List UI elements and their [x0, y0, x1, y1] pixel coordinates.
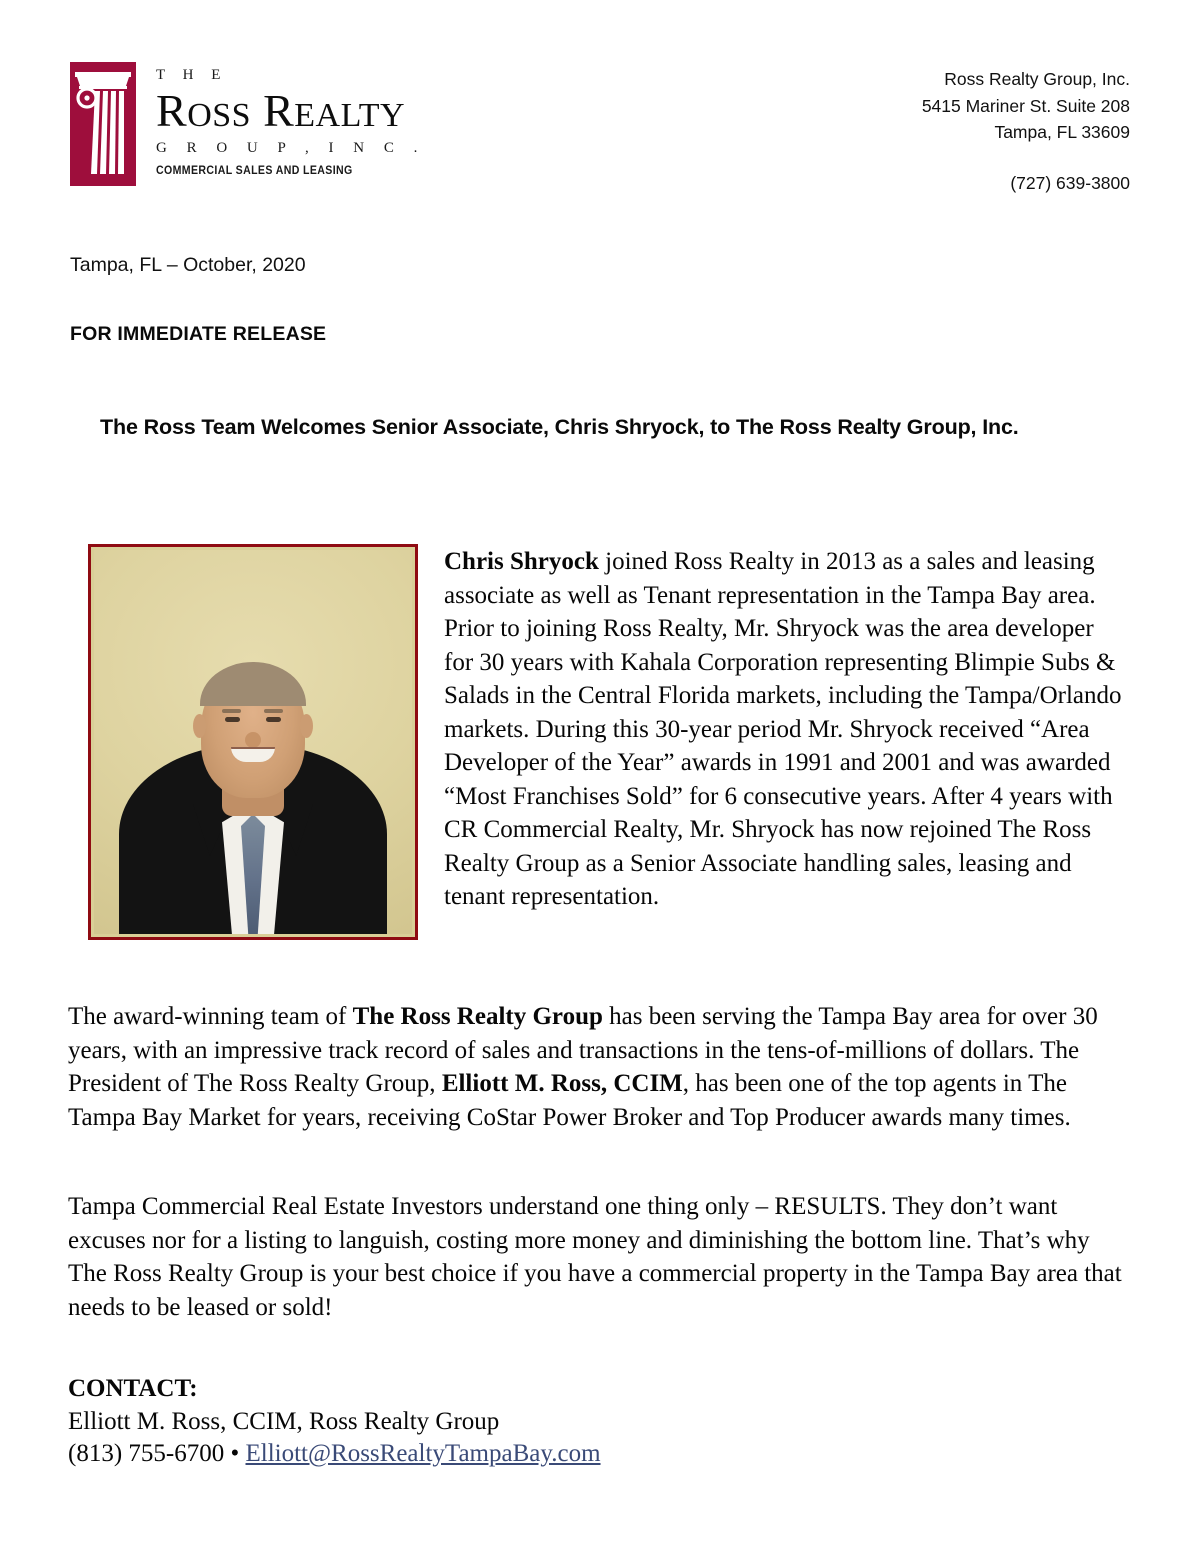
portrait-brow-left	[222, 709, 241, 713]
page-title: The Ross Team Welcomes Senior Associate, Chris Shryock, to The Ross Realty Group, Inc.	[100, 415, 1019, 439]
logo-group-inc-text: G R O U P , I N C .	[156, 139, 426, 156]
logo-oss: OSS	[187, 97, 252, 134]
portrait-ear-right	[300, 714, 313, 738]
bio-lead-name: Chris Shryock	[444, 548, 599, 575]
results-paragraph: Tampa Commercial Real Estate Investors understand one thing only – RESULTS. They don’t want excuses nor for a listing to languish, costing more money and diminishing the bottom line. That’s why The Ross Realty Group is your best choice if you have a commercial property in the Tampa Bay area that needs to be leased or sold!	[68, 1193, 1122, 1321]
company-address-block	[922, 66, 1130, 196]
portrait-ear-left	[193, 714, 206, 738]
p2-part1: The award-winning team of	[68, 1003, 353, 1030]
contact-phone-email-line	[68, 1438, 601, 1471]
immediate-release-notice: FOR IMMEDIATE RELEASE	[70, 323, 327, 345]
address-company-name: Ross Realty Group, Inc.	[944, 69, 1130, 89]
document-header	[0, 0, 1200, 215]
logo-wordmark	[156, 62, 425, 177]
address-city-state-zip: Tampa, FL 33609	[994, 122, 1130, 143]
contact-label: CONTACT:	[68, 1375, 198, 1402]
address-phone: (727) 639-3800	[1010, 172, 1130, 193]
logo-the-text: T H E	[156, 67, 228, 83]
p2-part2: has been serving the Tampa Bay area for over 30 years, with an impressive track record of sales and transactions in the tens-of-millions of dollars. The President of The Ross Realty Group,	[68, 1003, 1098, 1097]
chris-shryock-headshot-photo	[88, 544, 418, 940]
contact-phone: (813) 755-6700	[68, 1440, 225, 1467]
logo-r2: R	[263, 85, 295, 136]
p2-bold-president: Elliott M. Ross, CCIM	[441, 1070, 683, 1097]
address-street: 5415 Mariner St. Suite 208	[921, 95, 1130, 116]
portrait-eye-left	[225, 717, 240, 722]
logo-company-name	[156, 85, 425, 136]
greek-column-logo-icon	[70, 62, 136, 186]
bio-paragraph	[444, 545, 1124, 914]
portrait-hair	[200, 662, 306, 706]
address-spacer	[922, 146, 1130, 170]
contact-block	[68, 1373, 601, 1471]
company-logo	[70, 62, 425, 186]
p2-part3: , has been one of the top agents in The Tampa Bay Market for years, receiving CoStar Power Broker and Top Producer awards many times.	[68, 1070, 1071, 1131]
company-overview-paragraph	[68, 1000, 1132, 1134]
headshot-image	[94, 550, 412, 934]
contact-email-link[interactable]: Elliott@RossRealtyTampaBay.com	[245, 1440, 601, 1467]
contact-separator: •	[224, 1440, 246, 1467]
contact-name: Elliott M. Ross, CCIM, Ross Realty Group	[68, 1407, 500, 1435]
logo-tagline: COMMERCIAL SALES AND LEASING	[156, 164, 353, 177]
logo-ealty: EALTY	[294, 97, 406, 134]
portrait-nose	[245, 732, 261, 748]
logo-r1: R	[156, 85, 188, 136]
dateline: Tampa, FL – October, 2020	[70, 254, 306, 276]
p2-bold-company: The Ross Realty Group	[352, 1003, 603, 1030]
portrait-eye-right	[266, 717, 281, 722]
portrait-brow-right	[264, 709, 283, 713]
bio-paragraph-text: joined Ross Realty in 2013 as a sales and leasing associate as well as Tenant representation in the Tampa Bay area. Prior to joining Ross Realty, Mr. Shryock was the area developer for 30 years with Kahala Corporation representing Blimpie Subs & Salads in the Central Florida markets, including the Tampa/Orlando markets. During this 30-year period Mr. Shryock received “Area Developer of the Year” awards in 1991 and 2001 and was awarded “Most Franchises Sold” for 6 consecutive years. After 4 years with CR Commercial Realty, Mr. Shryock has now rejoined The Ross Realty Group as a Senior Associate handling sales, leasing and tenant representation.	[444, 548, 1122, 910]
